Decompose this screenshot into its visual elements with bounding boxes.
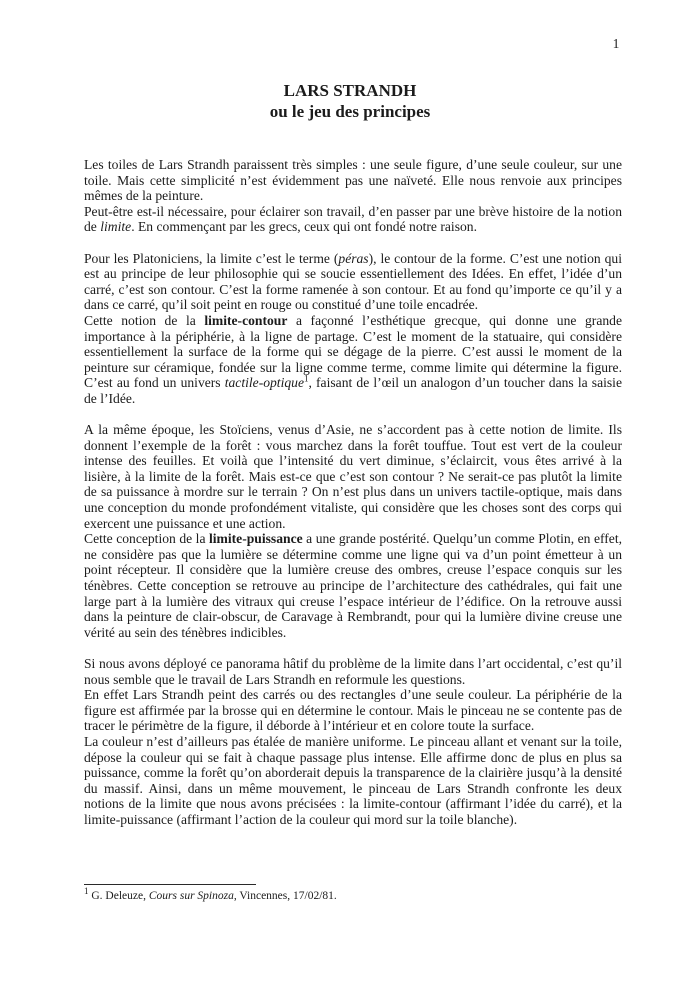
text-run: A la même époque, les Stoïciens, venus d’Asie, ne s’accordent pas à cette notion de limite. Ils donnent l’exemple de la forêt : vous marchez dans la forêt touffue. Tout est vert de la couleur intense des feuilles. Et voilà que l’intensité du vert diminue, s’éclaircit, vous êtes arrivé à la lisière, à la limite de la forêt. Mais est-ce que c’est son contour ? Ne serait-ce pas plutôt la limite de sa puissance à mordre sur le terrain ? On n’est plus dans un univers tactile-optique, mais dans une conception du monde profondément vitaliste, qui considère que les choses sont des corps qui exercent une puissance et une action.	[84, 422, 622, 531]
text-run: Cette conception de la	[84, 531, 209, 547]
text-run: 1	[304, 373, 309, 384]
paragraph	[84, 422, 622, 531]
paragraph	[84, 313, 622, 407]
text-run: a façonné l’esthétique grecque, qui donne une grande importance à la périphérie, à la ligne de partage. C’est le moment de la statuaire, qui considère essentiellement la surface de la forme qui se dégage de la pierre. C’est aussi le moment de la peinture sur céramique, fondée sur la ligne comme terme, comme limite qui détermine la figure. C’est au fond un univers	[84, 312, 622, 391]
document-body	[84, 157, 622, 828]
document-title	[0, 80, 700, 122]
text-run: limite	[100, 219, 132, 235]
paragraph	[84, 734, 622, 828]
text-run: tactile-optique	[224, 375, 304, 391]
title-line2: ou le jeu des principes	[269, 102, 431, 121]
text-run: G. Deleuze,	[88, 890, 149, 902]
text-run: Cette notion de la	[84, 312, 205, 328]
footnote-separator	[84, 884, 256, 885]
text-run: a une grande postérité. Quelqu’un comme Plotin, en effet, ne considère pas que la lumière se détermine comme une ligne qui va d’un point émetteur à un point récepteur. Il considère que la lumière creuse des ombres, creuse l’espace conquis sur les ténèbres. Cette conception se retrouve au principe de l’architecture des cathédrales, qui fait une large part à la lumière des vitraux qui creuse l’espace intérieur de l’édifice. On la retrouve aussi dans la peinture de clair-obscur, de Caravage à Rembrandt, pour qui la lumière divine creuse une vérité au sein des ténèbres indicibles.	[84, 531, 622, 640]
paragraph	[84, 656, 622, 687]
paragraph	[84, 531, 622, 640]
text-run: limite-puissance	[209, 531, 303, 547]
text-run: Si nous avons déployé ce panorama hâtif du problème de la limite dans l’art occidental, c’est qu’il nous semble que le travail de Lars Strandh en reformule les questions.	[84, 656, 622, 687]
text-run: péras	[338, 250, 369, 266]
text-run: Pour les Platoniciens, la limite c’est le terme (	[84, 250, 339, 266]
page-number: 1	[612, 36, 620, 51]
paragraph	[84, 157, 622, 204]
text-run: limite-contour	[204, 312, 288, 328]
title-line1: LARS STRANDH	[283, 81, 417, 100]
paragraph	[84, 251, 622, 313]
text-run: ), le contour de la forme. C’est une notion qui est au principe de leur philosophie qui se soucie essentiellement des Idées. En effet, l’idée d’un carré, c’est son contour. C’est la forme ramenée à son contour. Et au fond qu’importe ce qu’il y a dans ce carré, qu’il soit peint en rouge ou constitué d’une toile encadrée.	[84, 250, 622, 313]
text-run: La couleur n’est d’ailleurs pas étalée de manière uniforme. Le pinceau allant et venant sur la toile, dépose la couleur qui se fait à chaque passage plus intense. Elle affirme donc de plus en plus sa puissance, comme la forêt qu’on aborderait depuis la transparence de la clairière jusqu’à la densité du massif. Ainsi, dans un même mouvement, le pinceau de Lars Strandh confronte les deux notions de la limite que nous avons précisées : la limite-contour (affirmant l’idée du carré), et la limite-puissance (affirmant l’action de la couleur qui mord sur la toile blanche).	[84, 733, 622, 827]
text-run: 1	[84, 886, 89, 897]
footnote-text	[84, 886, 622, 903]
text-run: Peut-être est-il nécessaire, pour éclairer son travail, d’en passer par une brève histoire de la notion de	[84, 203, 622, 235]
footnote-area	[84, 884, 622, 903]
paragraph	[84, 687, 622, 734]
text-run: , faisant de l’œil un analogon d’un toucher dans la saisie de l’Idée.	[84, 375, 622, 406]
text-run: , Vincennes, 17/02/81.	[233, 890, 337, 902]
text-run: . En commençant par les grecs, ceux qui ont fondé notre raison.	[131, 219, 477, 235]
paragraph	[84, 204, 622, 235]
text-run: En effet Lars Strandh peint des carrés ou des rectangles d’une seule couleur. La périphérie de la figure est affirmée par la brosse qui en détermine le contour. Mais le pinceau ne se contente pas de tracer le périmètre de la figure, il déborde à l’intérieur et en colore toute la surface.	[84, 687, 622, 734]
text-run: Les toiles de Lars Strandh paraissent très simples : une seule figure, d’une seule couleur, sur une toile. Mais cette simplicité n’est évidemment pas une naïveté. Elle nous renvoie aux principes mêmes de la peinture.	[84, 157, 622, 204]
text-run: Cours sur Spinoza	[148, 890, 234, 902]
